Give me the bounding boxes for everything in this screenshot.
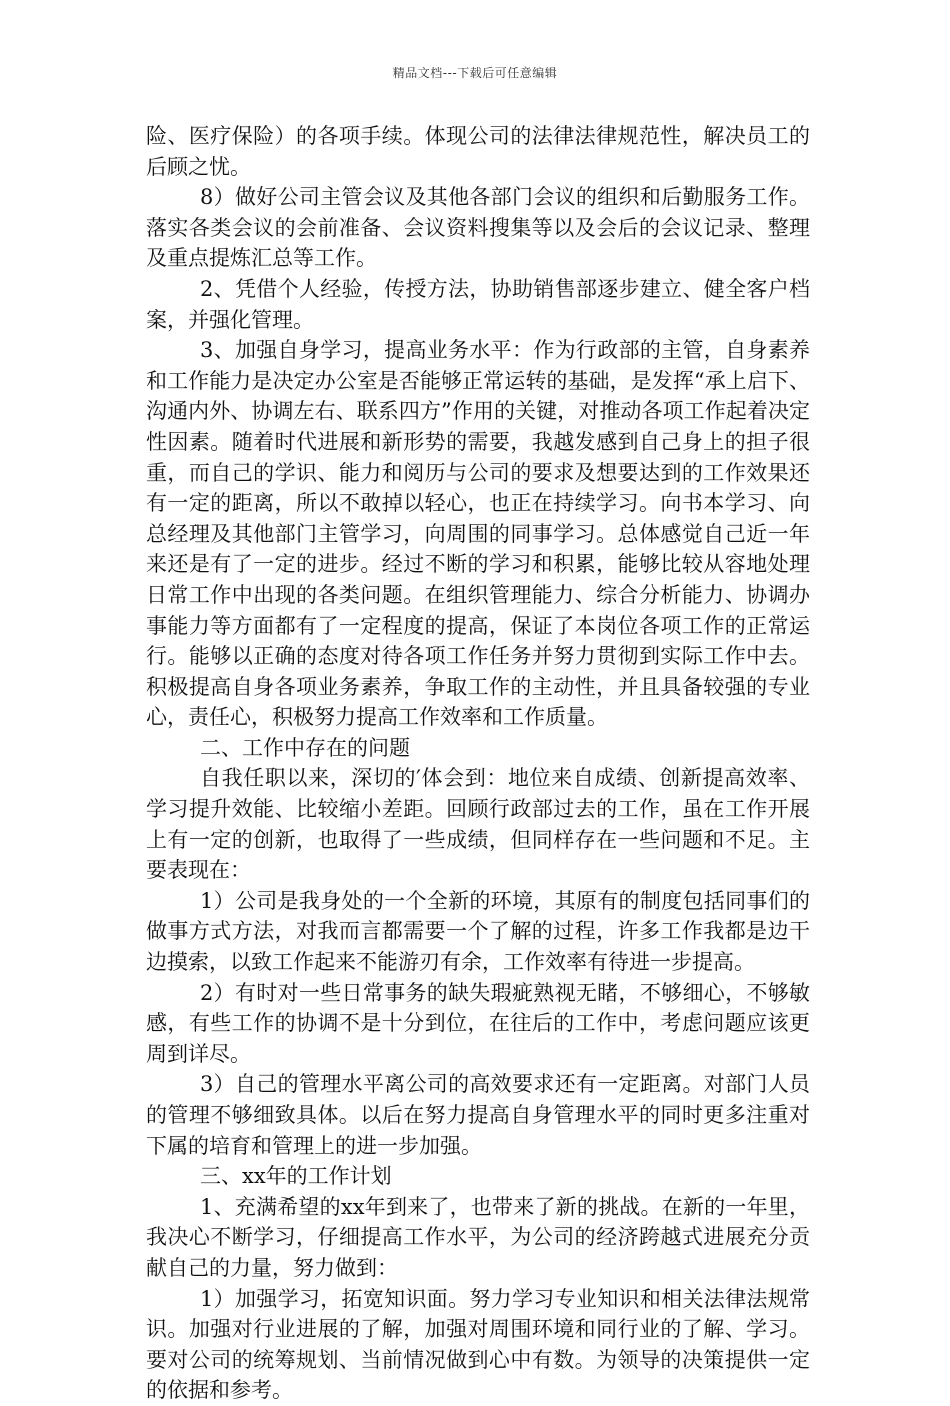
paragraph-12: 1）加强学习，拓宽知识面。努力学习专业知识和相关法律法规常识。加强对行业进展的了解，加强对周围环境和同行业的了解、学习。要对公司的统筹规划、当前情况做到心中有数。为领导的决策提供一定的依据和参考。	[146, 1286, 810, 1403]
paragraph-3: 2、凭借个人经验，传授方法，协助销售部逐步建立、健全客户档案，并强化管理。	[146, 276, 810, 332]
page-header: 精品文档---下载后可任意编辑	[392, 66, 558, 80]
section-heading-problems: 二、工作中存在的问题	[200, 735, 410, 760]
paragraph-8: 2）有时对一些日常事务的缺失瑕疵熟视无睹，不够细心，不够敏感，有些工作的协调不是十分到位，在往后的工作中，考虑问题应该更周到详尽。	[146, 980, 810, 1066]
paragraph-1: 险、医疗保险）的各项手续。体现公司的法律法律规范性，解决员工的后顾之忧。	[146, 124, 810, 179]
section-heading-plan: 三、xx年的工作计划	[200, 1164, 392, 1189]
paragraph-4: 3、加强自身学习，提高业务水平：作为行政部的主管，自身素养和工作能力是决定办公室是否能够正常运转的基础，是发挥“承上启下、沟通内外、协调左右、联系四方”作用的关键，对推动各项工作起着决定性因素。随着时代进展和新形势的需要，我越发感到自己身上的担子很重，而自己的学识、能力和阅历与公司的要求及想要达到的工作效果还有一定的距离，所以不敢掉以轻心，也正在持续学习。向书本学习、向总经理及其他部门主管学习，向周围的同事学习。总体感觉自己近一年来还是有了一定的进步。经过不断的学习和积累，能够比较从容地处理日常工作中出现的各类问题。在组织管理能力、综合分析能力、协调办事能力等方面都有了一定程度的提高，保证了本岗位各项工作的正常运行。能够以正确的态度对待各项工作任务并努力贯彻到实际工作中去。积极提高自身各项业务素养，争取工作的主动性，并且具备较强的专业心，责任心，积极努力提高工作效率和工作质量。	[146, 338, 810, 730]
paragraph-7: 1）公司是我身处的一个全新的环境，其原有的制度包括同事们的做事方式方法，对我而言都需要一个了解的过程，许多工作我都是边干边摸索，以致工作起来不能游刃有余，工作效率有待进一步提高。	[146, 888, 810, 975]
document-body	[146, 121, 810, 1406]
paragraph-11: 1、充满希望的xx年到来了，也带来了新的挑战。在新的一年里，我决心不断学习，仔细提高工作水平，为公司的经济跨越式进展充分贡献自己的力量，努力做到：	[146, 1194, 810, 1280]
paragraph-2: 8）做好公司主管会议及其他各部门会议的组织和后勤服务工作。落实各类会议的会前准备、会议资料搜集等以及会后的会议记录、整理及重点提炼汇总等工作。	[146, 185, 810, 271]
paragraph-6: 自我任职以来，深切的′体会到：地位来自成绩、创新提高效率、学习提升效能、比较缩小差距。回顾行政部过去的工作，虽在工作开展上有一定的创新，也取得了一些成绩，但同样存在一些问题和不足。主要表现在：	[146, 766, 810, 883]
paragraph-9: 3）自己的管理水平离公司的高效要求还有一定距离。对部门人员的管理不够细致具体。以后在努力提高自身管理水平的同时更多注重对下属的培育和管理上的进一步加强。	[146, 1072, 810, 1158]
